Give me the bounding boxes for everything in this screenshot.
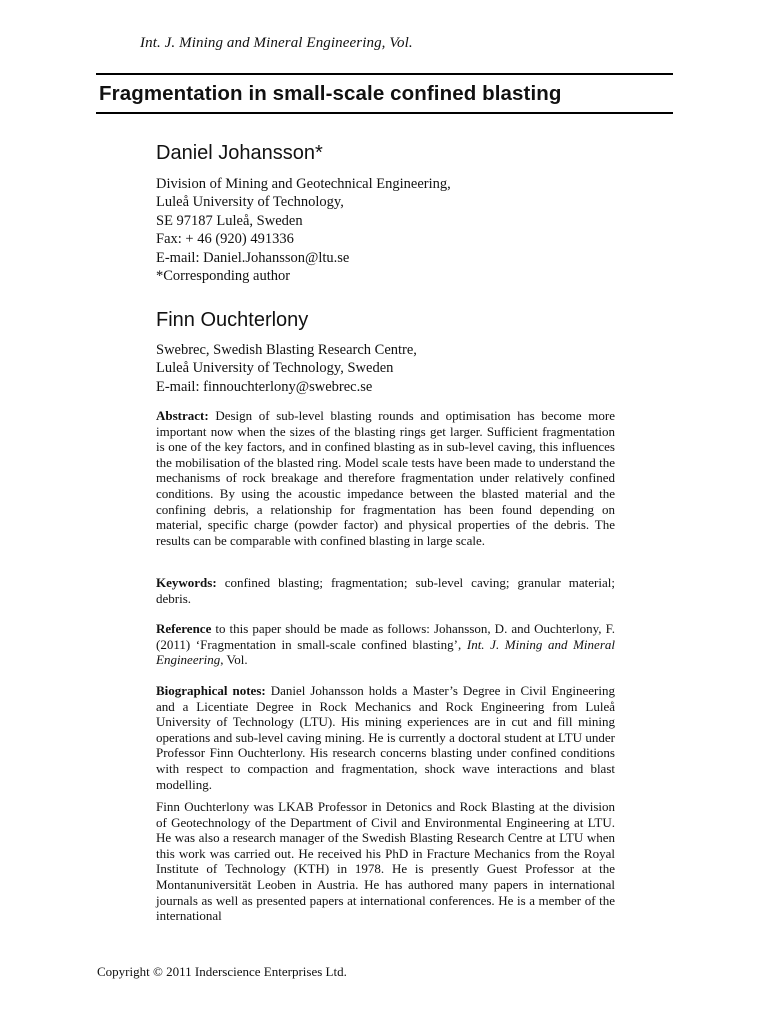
author-name-2: Finn Ouchterlony (156, 309, 309, 331)
keywords (156, 575, 615, 606)
keywords-label: Keywords: (156, 575, 217, 590)
title-rule-bottom (96, 112, 673, 114)
author-affiliation-1 (156, 175, 451, 285)
bio-paragraph-ouchterlony: Finn Ouchterlony was LKAB Professor in Detonics and Rock Blasting at the division of Geotechnology of the Department of Civil and Environmental Engineering at LTU. He was also a research manager of the Swedish Blasting Research Centre at LTU when this work was carried out. He received his PhD in Fracture Mechanics from the Royal Institute of Technology (KTH) in 1978. He is presently Guest Professor at the Montanuniversität Leoben in Austria. He has authored many papers in international journals as well as presented papers at international conferences. He is a member of the international (156, 799, 615, 924)
reference-label: Reference (156, 621, 212, 636)
author-name-1: Daniel Johansson* (156, 142, 323, 164)
reference-volume: , Vol. (220, 652, 248, 668)
keywords-text: confined blasting; fragmentation; sub-level caving; granular material; debris. (156, 575, 615, 606)
affiliation-line: SE 97187 Luleå, Sweden (156, 212, 303, 229)
paper-title: Fragmentation in small-scale confined blasting (99, 82, 562, 105)
author-affiliation-2 (156, 341, 417, 396)
running-head: Int. J. Mining and Mineral Engineering, Vol. (140, 35, 413, 51)
reference-text: to this paper should be made as follows: Johansson, D. and Ouchterlony, F. (2011) ‘Fragmentation in small-scale confined blasting’, (156, 621, 616, 652)
affiliation-line: Swebrec, Swedish Blasting Research Centre, (156, 342, 417, 358)
copyright-notice: Copyright © 2011 Inderscience Enterprises Ltd. (97, 964, 347, 979)
affiliation-line: Luleå University of Technology, (156, 194, 344, 211)
abstract (156, 408, 615, 548)
email-line: E-mail: Daniel.Johansson@ltu.se (156, 249, 350, 266)
bio-label: Biographical notes: (156, 683, 266, 698)
abstract-text: Design of sub-level blasting rounds and optimisation has become more important now when the sizes of the blasting rings get larger. Sufficient fragmentation is one of the key factors, and in confined blasting as in sub-level caving, this influences the mobilisation of the blasted ring. Model scale tests have been made to understand the mechanisms of rock breakage and therefore fragmentation under relatively confined conditions. By using the acoustic impedance between the blasted material and the confining debris, a relationship for fragmentation has been found depending on material, specific charge (powder factor) and physical properties of the debris. The results can be comparable with confined blasting in large scale. (156, 408, 615, 548)
title-rule-top (96, 73, 673, 75)
reference-note (156, 621, 615, 668)
abstract-label: Abstract: (156, 408, 209, 423)
bio-text-johansson: Daniel Johansson holds a Master’s Degree in Civil Engineering and a Licentiate Degree in Rock Mechanics and Rock Engineering from Luleå University of Technology (LTU). His mining experiences are in cut and fill mining operations and sub-level caving mining. He is currently a doctoral student at LTU under Professor Finn Ouchterlony. His research concerns blasting under confined conditions with respect to compaction and fragmentation, shock wave interactions and blast modelling. (156, 683, 615, 792)
corresponding-author-note: *Corresponding author (156, 268, 291, 285)
email-line: E-mail: finnouchterlony@swebrec.se (156, 378, 373, 395)
biographical-notes (156, 683, 615, 792)
affiliation-line: Luleå University of Technology, Sweden (156, 360, 394, 377)
affiliation-line: Fax: + 46 (920) 491336 (156, 231, 294, 248)
affiliation-line: Division of Mining and Geotechnical Engineering, (156, 176, 451, 192)
reference-journal: Int. J. Mining and Mineral Engineering (156, 636, 615, 668)
